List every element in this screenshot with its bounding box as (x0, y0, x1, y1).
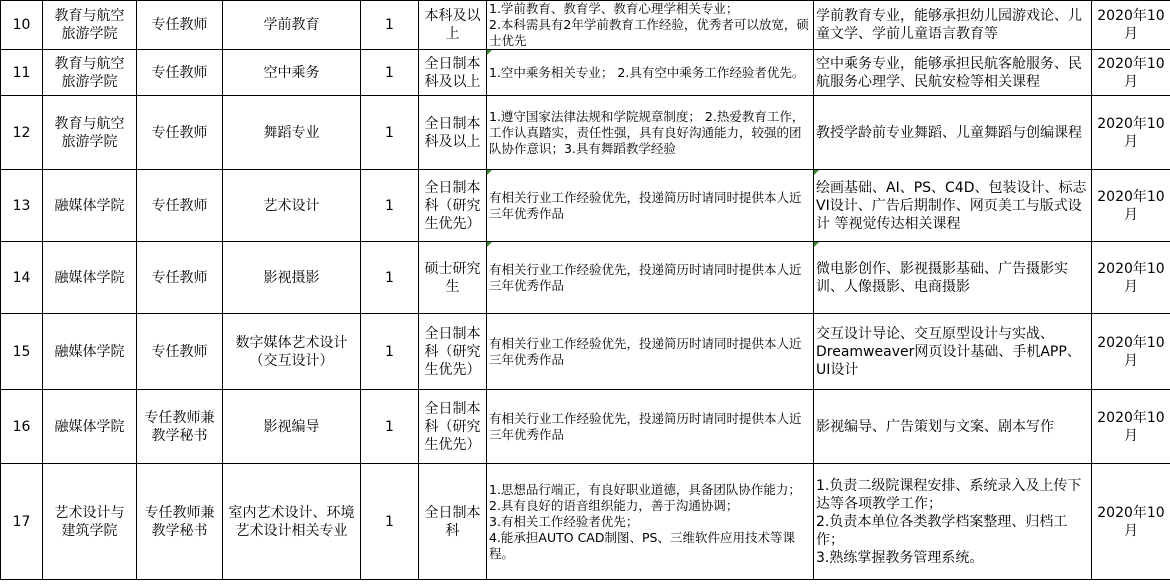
requirements-cell: 1.思想品行端正，有良好职业道德，具备团队协作能力； 2.具有良好的语音组织能力，善于沟通协调； 3.有相关工作经验者优先； 4.能承担AUTO CAD制图、PS、三维软件应用技术等课程。 (487, 464, 814, 580)
row-number: 13 (1, 170, 43, 242)
education-cell: 全日制本科及以上 (419, 96, 487, 170)
college-cell: 融媒体学院 (43, 390, 137, 464)
college-cell: 艺术设计与 建筑学院 (43, 464, 137, 580)
duties-cell: 1.负责二级院课程安排、系统录入及上传下达等各项教学工作； 2.负责本单位各类教学档案整理、归档工作； 3.熟练掌握教务管理系统。 (814, 464, 1092, 580)
count-cell: 1 (361, 50, 419, 96)
table-row (1, 314, 1170, 390)
education-cell: 硕士研究生 (419, 242, 487, 314)
education-cell: 全日制本科（研究生优先） (419, 170, 487, 242)
education-cell: 全日制本科（研究生优先） (419, 314, 487, 390)
table-row (1, 464, 1170, 580)
table-row (1, 242, 1170, 314)
duties-cell: 绘画基础、AI、PS、C4D、包装设计、标志VI设计、广告后期制作、网页美工与版式设计 等视觉传达相关课程 (814, 170, 1092, 242)
date-cell: 2020年10月 (1092, 242, 1170, 314)
position-cell: 专任教师兼 教学秘书 (137, 464, 223, 580)
date-cell: 2020年10月 (1092, 314, 1170, 390)
count-cell: 1 (361, 170, 419, 242)
duties-cell: 微电影创作、影视摄影基础、广告摄影实训、人像摄影、电商摄影 (814, 242, 1092, 314)
education-cell: 全日制本科 (419, 464, 487, 580)
major-cell: 室内艺术设计、环境艺术设计相关专业 (223, 464, 361, 580)
date-cell: 2020年10月 (1092, 50, 1170, 96)
position-cell: 专任教师 (137, 50, 223, 96)
requirements-cell: 1.空中乘务相关专业； 2.具有空中乘务工作经验者优先。 (487, 50, 814, 96)
major-cell: 数字媒体艺术设计（交互设计） (223, 314, 361, 390)
date-cell: 2020年10月 (1092, 96, 1170, 170)
date-cell: 2020年10月 (1092, 1, 1170, 50)
major-cell: 舞蹈专业 (223, 96, 361, 170)
table-row (1, 1, 1170, 50)
position-cell: 专任教师 (137, 96, 223, 170)
position-cell: 专任教师 (137, 242, 223, 314)
duties-cell: 空中乘务专业，能够承担民航客舱服务、民航服务心理学、民航安检等相关课程 (814, 50, 1092, 96)
count-cell: 1 (361, 242, 419, 314)
college-cell: 融媒体学院 (43, 242, 137, 314)
count-cell: 1 (361, 1, 419, 50)
major-cell: 影视摄影 (223, 242, 361, 314)
duties-cell: 教授学龄前专业舞蹈、儿童舞蹈与创编课程 (814, 96, 1092, 170)
requirements-cell: 1.学前教育、教育学、教育心理学相关专业； 2.本科需具有2年学前教育工作经验，优秀者可以放宽，硕士优先 (487, 1, 814, 50)
major-cell: 学前教育 (223, 1, 361, 50)
college-cell: 教育与航空 旅游学院 (43, 50, 137, 96)
count-cell: 1 (361, 96, 419, 170)
table-row (1, 50, 1170, 96)
college-cell: 融媒体学院 (43, 314, 137, 390)
college-cell: 教育与航空 旅游学院 (43, 96, 137, 170)
date-cell: 2020年10月 (1092, 390, 1170, 464)
duties-cell: 交互设计导论、交互原型设计与实战、Dreamweaver网页设计基础、手机APP、UI设计 (814, 314, 1092, 390)
table-row (1, 96, 1170, 170)
education-cell: 全日制本科（研究生优先） (419, 390, 487, 464)
table-row (1, 390, 1170, 464)
count-cell: 1 (361, 314, 419, 390)
requirements-cell: 1.遵守国家法律法规和学院规章制度； 2.热爱教育工作，工作认真踏实，责任性强，具有良好沟通能力，较强的团队协作意识；3.具有舞蹈教学经验 (487, 96, 814, 170)
count-cell: 1 (361, 390, 419, 464)
row-number: 15 (1, 314, 43, 390)
date-cell: 2020年10月 (1092, 170, 1170, 242)
duties-cell: 影视编导、广告策划与文案、剧本写作 (814, 390, 1092, 464)
requirements-cell: 有相关行业工作经验优先，投递简历时请同时提供本人近三年优秀作品 (487, 390, 814, 464)
date-cell: 2020年10月 (1092, 464, 1170, 580)
requirements-cell: 有相关行业工作经验优先，投递简历时请同时提供本人近三年优秀作品 (487, 170, 814, 242)
row-number: 16 (1, 390, 43, 464)
major-cell: 影视编导 (223, 390, 361, 464)
major-cell: 艺术设计 (223, 170, 361, 242)
education-cell: 本科及以上 (419, 1, 487, 50)
duties-cell: 学前教育专业，能够承担幼儿园游戏论、儿童文学、学前儿童语言教育等 (814, 1, 1092, 50)
requirements-cell: 有相关行业工作经验优先，投递简历时请同时提供本人近三年优秀作品 (487, 314, 814, 390)
row-number: 12 (1, 96, 43, 170)
position-cell: 专任教师 (137, 1, 223, 50)
row-number: 17 (1, 464, 43, 580)
position-cell: 专任教师兼 教学秘书 (137, 390, 223, 464)
college-cell: 融媒体学院 (43, 170, 137, 242)
major-cell: 空中乘务 (223, 50, 361, 96)
position-cell: 专任教师 (137, 314, 223, 390)
education-cell: 全日制本科及以上 (419, 50, 487, 96)
count-cell: 1 (361, 464, 419, 580)
table-row (1, 170, 1170, 242)
college-cell: 教育与航空 旅游学院 (43, 1, 137, 50)
row-number: 11 (1, 50, 43, 96)
row-number: 14 (1, 242, 43, 314)
requirements-cell: 有相关行业工作经验优先，投递简历时请同时提供本人近三年优秀作品 (487, 242, 814, 314)
position-cell: 专任教师 (137, 170, 223, 242)
row-number: 10 (1, 1, 43, 50)
